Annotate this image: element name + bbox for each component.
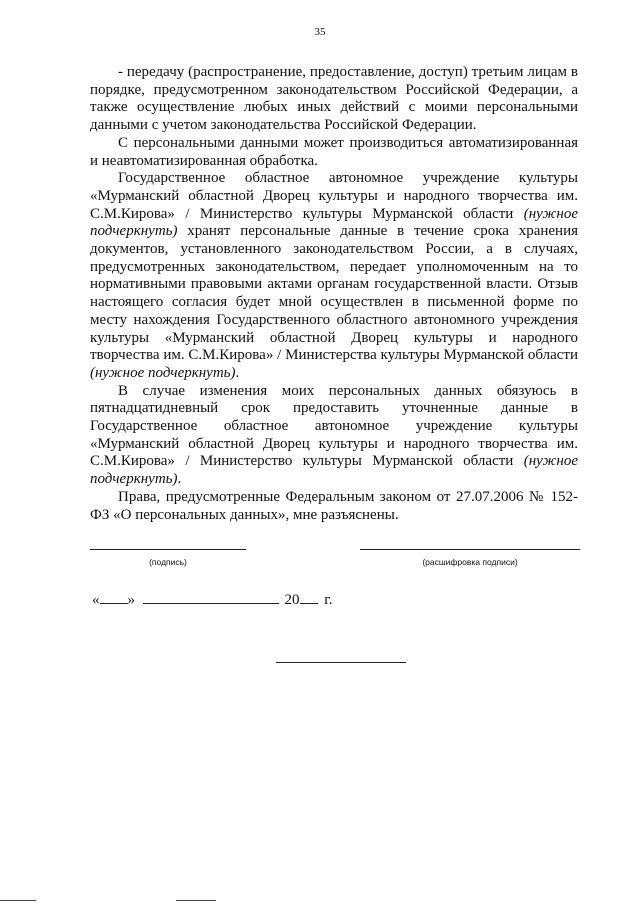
bottom-divider (276, 662, 406, 663)
changes-text-part-1: В случае изменения моих персональных данных обязуюсь в пятнадцатидневный срок предоставить уточненные данные в Государственное областное автономное учреждение культуры «Мурманский областной Дворец культуры и народного творчества им. С.М.Кирова» / Министерство культуры Мурманской области (90, 382, 578, 470)
storage-text-part-1: Государственное областное автономное учреждение культуры «Мурманский областной Дворец культуры и народного творчества им. С.М.Кирова» / Министерство культуры Мурманской области (90, 170, 578, 222)
signature-name-line[interactable] (360, 549, 580, 550)
month-blank[interactable] (143, 589, 279, 604)
footer-mark (176, 900, 216, 901)
signature-line[interactable] (90, 549, 246, 550)
paragraph-transfer: - передачу (распространение, предоставление, доступ) третьим лицам в порядке, предусмотренном законодательством Российской Федерации, а также осуществление любых иных действий с моими персональными данными с учетом законодательства Российской Федерации. (90, 64, 578, 134)
signature-label: (подпись) (149, 557, 187, 567)
date-open-quote: « (92, 592, 100, 608)
storage-text-end: . (235, 364, 240, 381)
date-close-quote: » (127, 592, 135, 608)
underline-note: (нужное подчеркнуть) (90, 205, 578, 240)
date-line (92, 589, 332, 609)
year-suffix: г. (324, 592, 333, 608)
day-blank[interactable] (100, 589, 128, 604)
paragraph-processing: С персональными данными может производиться автоматизированная и неавтоматизированная обработка. (90, 134, 578, 169)
changes-text-end: . (177, 471, 182, 488)
consent-text (90, 64, 578, 524)
footer-mark (0, 900, 36, 901)
year-blank[interactable] (300, 589, 318, 604)
year-prefix: 20 (284, 592, 300, 608)
paragraph-changes (90, 383, 578, 489)
signature-name-label: (расшифровка подписи) (422, 557, 518, 567)
paragraph-storage (90, 170, 578, 382)
underline-note: (нужное подчеркнуть) (90, 364, 236, 381)
storage-text-part-2: хранят персональные данные в течение срока хранения документов, установленного законодательством России, а в случаях, предусмотренных законодательством, передает уполномоченным на то нормативными правовыми актами органам государственной власти. Отзыв настоящего согласия будет мной осуществлен в письменной форме по месту нахождения Государственного областного автономного учреждения культуры «Мурманский областной Дворец культуры и народного творчества им. С.М.Кирова» / Министерства культуры Мурманской области (90, 223, 578, 364)
underline-note: (нужное подчеркнуть) (90, 453, 578, 488)
paragraph-rights: Права, предусмотренные Федеральным законом от 27.07.2006 № 152-ФЗ «О персональных данных», мне разъяснены. (90, 488, 578, 523)
page-number: 35 (314, 26, 326, 38)
